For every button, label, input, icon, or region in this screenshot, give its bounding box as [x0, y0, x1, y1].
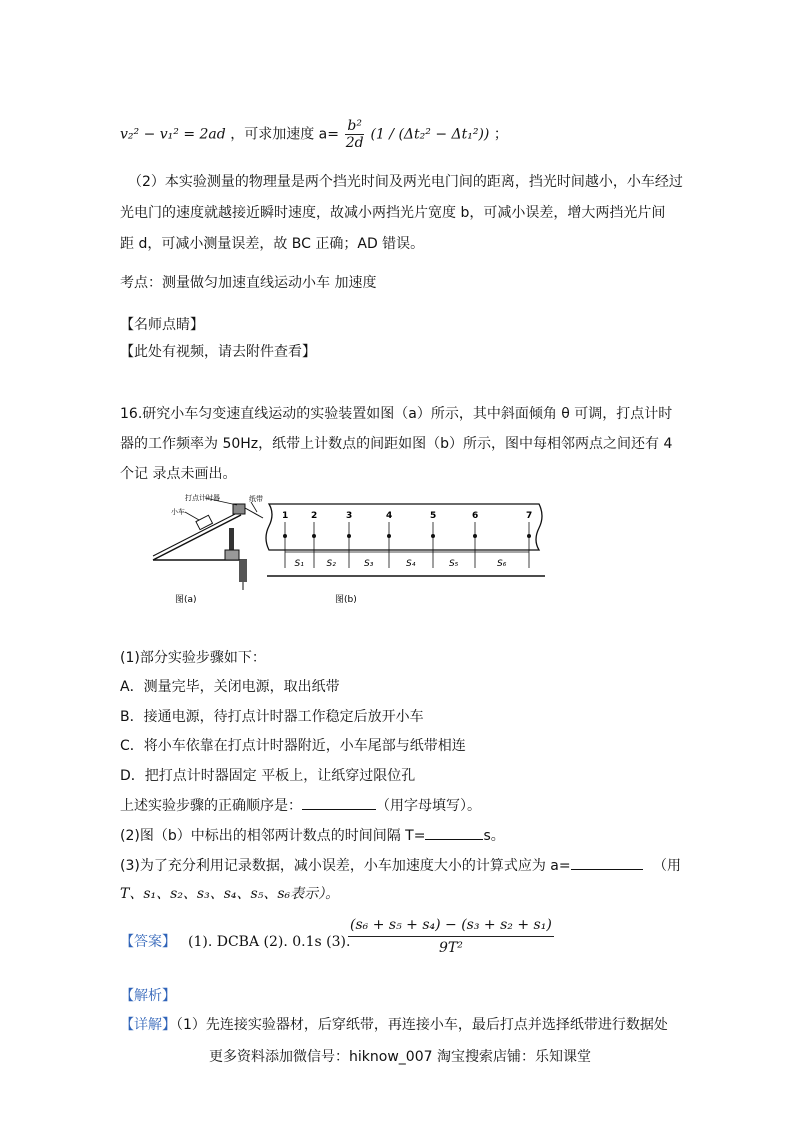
acceleration-question-text: (3)为了充分利用记录数据，减小误差，小车加速度大小的计算式应为 a= [120, 858, 571, 874]
fraction-parenthesis: (1 / (Δt₂² − Δt₁²)) [370, 126, 490, 143]
paragraph-2-line-1: （2）本实验测量的物理量是两个挡光时间及两光电门间的距离，挡光时间越小，小车经过 [128, 174, 683, 190]
order-question [120, 795, 680, 816]
segment-label: S₄ [406, 559, 416, 569]
detail-line [120, 1015, 680, 1035]
interval-text: (2)图（b）中标出的相邻两计数点的时间间隔 T= [120, 828, 426, 844]
detail-text: （1）先连接实验器材，后穿纸带，再连接小车，最后打点并选择纸带进行数据处 [176, 1017, 668, 1033]
acceleration-question [120, 855, 680, 876]
question-16-line-2: 器的工作频率为 50Hz，纸带上计数点的间距如图（b）所示，图中每相邻两点之间还有 4 [120, 436, 673, 452]
tape-point-label: 1 [282, 511, 289, 521]
tape-point-label: 5 [430, 511, 437, 521]
tape-point-label: 7 [526, 511, 533, 521]
detail-label: 【详解】 [120, 1017, 176, 1033]
step-c: C．将小车依靠在打点计时器附近，小车尾部与纸带相连 [120, 738, 466, 754]
tape-point-label: 6 [472, 511, 479, 521]
variables-line: T、s₁、s₂、s₃、s₄、s₅、s₆表示）。 [120, 886, 340, 902]
answer-label: 【答案】 [120, 934, 176, 950]
figure-a-apparatus [153, 493, 263, 605]
paragraph-2-line-2: 光电门的速度就越接近瞬时速度，故减小两挡光片宽度 b，可减小误差，增大两挡光片间 [120, 205, 666, 221]
acceleration-fraction [345, 118, 364, 151]
fraction-denominator: 2d [345, 135, 364, 151]
timer-icon [233, 504, 245, 514]
fraction-numerator: b² [347, 118, 362, 134]
question-16-line-1: 16.研究小车匀变速直线运动的实验装置如图（a）所示，其中斜面倾角 θ 可调，打点计时 [120, 406, 673, 422]
segment-label: S₁ [294, 559, 304, 569]
page-footer: 更多资料添加微信号：hiknow_007 淘宝搜索店铺：乐知课堂 [209, 1049, 591, 1065]
video-note: 【此处有视频，请去附件查看】 [120, 344, 316, 360]
answer-numerator: (s₆ + s₅ + s₄) − (s₃ + s₂ + s₁) [348, 914, 554, 937]
answer-fraction [348, 914, 554, 959]
experiment-figure [145, 490, 555, 608]
interval-question [120, 825, 680, 846]
acceleration-text: ，可求加速度 a= [230, 126, 339, 143]
step-d: D．把打点计时器固定 平板上，让纸穿过限位孔 [120, 768, 416, 784]
timer-label: 打点计时器 [185, 494, 220, 502]
car-icon [196, 515, 213, 529]
line-end: ； [493, 126, 508, 143]
mingshi-heading: 【名师点睛】 [120, 317, 204, 333]
tape-point-label: 3 [346, 511, 353, 521]
interval-unit: s。 [483, 828, 505, 844]
figure-b-caption: 图(b) [335, 595, 357, 605]
answer-line [120, 917, 680, 960]
order-text: 上述实验步骤的正确顺序是： [120, 798, 302, 814]
answer-text: (1). DCBA (2). 0.1s (3). [188, 934, 351, 950]
analysis-label: 【解析】 [120, 988, 176, 1004]
paragraph-2-line-3: 距 d，可减小测量误差，故 BC 正确；AD 错误。 [120, 236, 425, 252]
interval-blank [425, 825, 483, 840]
figure-b-paper-tape [266, 504, 545, 605]
steps-title: (1)部分实验步骤如下： [120, 650, 266, 666]
kinematics-formula: v₂² − v₁² = 2ad [120, 126, 226, 143]
tape-label: 纸带 [249, 495, 263, 503]
segment-label: S₃ [364, 559, 374, 569]
order-blank [302, 795, 376, 810]
figure-a-caption: 图(a) [175, 595, 197, 605]
segment-label: S₆ [497, 559, 507, 569]
formula-line [120, 118, 680, 151]
tape-point-label: 2 [311, 511, 318, 521]
acceleration-hint: （用 [653, 858, 682, 874]
step-b: B．接通电源，待打点计时器工作稳定后放开小车 [120, 709, 424, 725]
answer-denominator: 9T² [438, 940, 463, 956]
car-label: 小车 [171, 508, 185, 516]
step-a: A．测量完毕，关闭电源，取出纸带 [120, 679, 340, 695]
segment-label: S₅ [449, 559, 459, 569]
order-hint: （用字母填写）。 [376, 798, 481, 814]
segment-label: S₂ [326, 559, 336, 569]
acceleration-blank [571, 855, 643, 870]
question-16-line-3: 个记 录点未画出。 [120, 466, 237, 482]
tape-point-label: 4 [386, 511, 393, 521]
kaodian-line: 考点：测量做匀加速直线运动小车 加速度 [120, 275, 377, 291]
